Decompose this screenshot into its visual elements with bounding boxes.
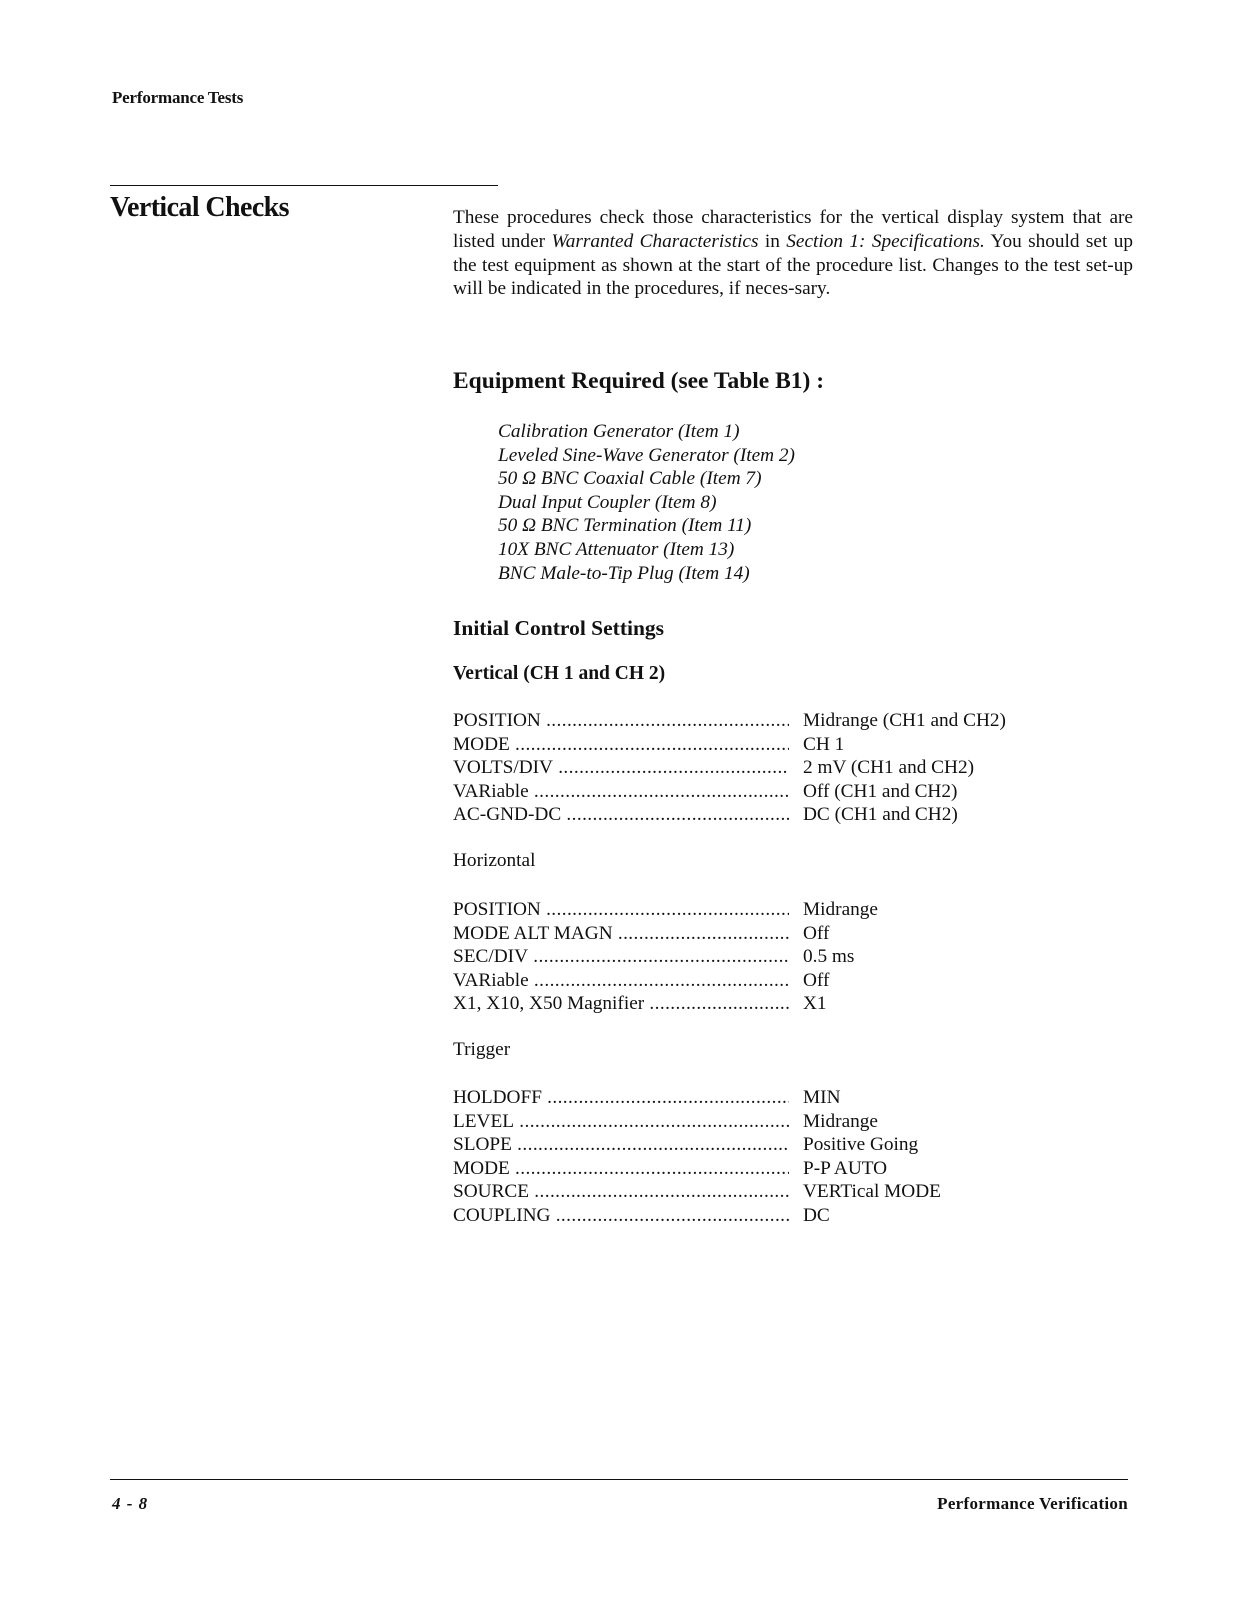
setting-label: MODE ALT MAGN ..... [453, 922, 789, 946]
setting-value: Positive Going [803, 1134, 919, 1156]
intro-text-1: These procedures check those characteristics for the vertical display system that are listed under [453, 207, 1133, 252]
vertical-settings-heading: Vertical (CH 1 and CH 2) [453, 663, 666, 684]
intro-text-3: You should set up the test equipment as shown at the start of the procedure list. Changes to the test set-up will be indicated in the procedures, if neces-sary. [453, 230, 1133, 300]
section-divider [110, 185, 498, 186]
setting-row [453, 733, 1073, 757]
setting-row [453, 992, 1073, 1016]
setting-label: X1, X10, X50 Magnifier ..... [453, 992, 789, 1016]
setting-row [453, 969, 1073, 993]
setting-row [453, 756, 1073, 780]
equipment-item: 50 Ω BNC Coaxial Cable (Item 7) [498, 468, 762, 490]
intro-paragraph [453, 206, 1133, 301]
setting-row [453, 1133, 1073, 1157]
equipment-heading: Equipment Required (see Table B1) : [453, 368, 825, 394]
setting-label: VARiable ..... [453, 780, 789, 804]
setting-value: MIN [803, 1087, 841, 1108]
setting-value: P-P AUTO [803, 1157, 888, 1179]
setting-label: POSITION ..... [453, 709, 789, 733]
equipment-list [498, 420, 795, 585]
initial-settings-heading: Initial Control Settings [453, 616, 665, 640]
setting-row [453, 709, 1073, 733]
main-content [453, 206, 1133, 1226]
trigger-settings-heading: Trigger [453, 1039, 511, 1060]
equipment-item: Calibration Generator (Item 1) [498, 421, 740, 442]
setting-value: CH 1 [803, 733, 845, 755]
setting-label: MODE ..... [453, 1157, 789, 1181]
trigger-settings-table [453, 1086, 1073, 1228]
equipment-item: Leveled Sine-Wave Generator (Item 2) [498, 444, 795, 466]
setting-row [453, 1086, 1073, 1110]
setting-row [453, 922, 1073, 946]
horizontal-settings-heading: Horizontal [453, 850, 536, 871]
setting-value: Midrange [803, 1110, 878, 1132]
intro-ref-warranted: Warranted Characteristics [551, 230, 759, 252]
setting-label: COUPLING ..... [453, 1204, 789, 1228]
setting-label: POSITION ..... [453, 898, 789, 922]
setting-value: 0.5 ms [803, 946, 855, 968]
setting-row [453, 803, 1073, 827]
setting-value: Off [803, 969, 830, 991]
setting-label: SLOPE ..... [453, 1133, 789, 1157]
setting-label: SOURCE ..... [453, 1180, 789, 1204]
setting-value: Midrange [803, 899, 878, 920]
setting-value: X1 [803, 993, 827, 1015]
setting-value: Off [803, 922, 830, 944]
intro-text-2: in [758, 230, 787, 252]
page-number: 4 - 8 [112, 1494, 149, 1513]
setting-value: 2 mV (CH1 and CH2) [803, 757, 975, 779]
setting-label: HOLDOFF ..... [453, 1086, 789, 1110]
setting-value: VERTical MODE [803, 1181, 941, 1203]
setting-value: DC [803, 1204, 830, 1226]
setting-label: MODE ..... [453, 733, 789, 757]
equipment-item: 10X BNC Attenuator (Item 13) [498, 538, 735, 560]
horizontal-settings-table [453, 898, 1073, 1016]
footer-title: Performance Verification [937, 1494, 1128, 1513]
setting-row [453, 945, 1073, 969]
running-header: Performance Tests [112, 88, 244, 107]
setting-label: SEC/DIV ..... [453, 945, 789, 969]
section-title: Vertical Checks [110, 192, 289, 223]
setting-row [453, 1157, 1073, 1181]
setting-label: VARiable ..... [453, 969, 789, 993]
setting-value: Midrange (CH1 and CH2) [803, 710, 1006, 731]
setting-value: DC (CH1 and CH2) [803, 804, 958, 826]
intro-ref-section: Section 1: Specifications. [786, 230, 985, 252]
setting-row [453, 780, 1073, 804]
equipment-item: BNC Male-to-Tip Plug (Item 14) [498, 562, 750, 584]
setting-row [453, 1110, 1073, 1134]
setting-value: Off (CH1 and CH2) [803, 780, 958, 802]
footer-divider [110, 1479, 1128, 1480]
setting-label: VOLTS/DIV ..... [453, 756, 789, 780]
equipment-item: 50 Ω BNC Termination (Item 11) [498, 515, 752, 537]
setting-label: AC-GND-DC ..... [453, 803, 789, 827]
setting-row [453, 1180, 1073, 1204]
setting-row [453, 1204, 1073, 1228]
equipment-item: Dual Input Coupler (Item 8) [498, 491, 717, 513]
vertical-settings-table [453, 709, 1073, 827]
setting-label: LEVEL ..... [453, 1110, 789, 1134]
setting-row [453, 898, 1073, 922]
